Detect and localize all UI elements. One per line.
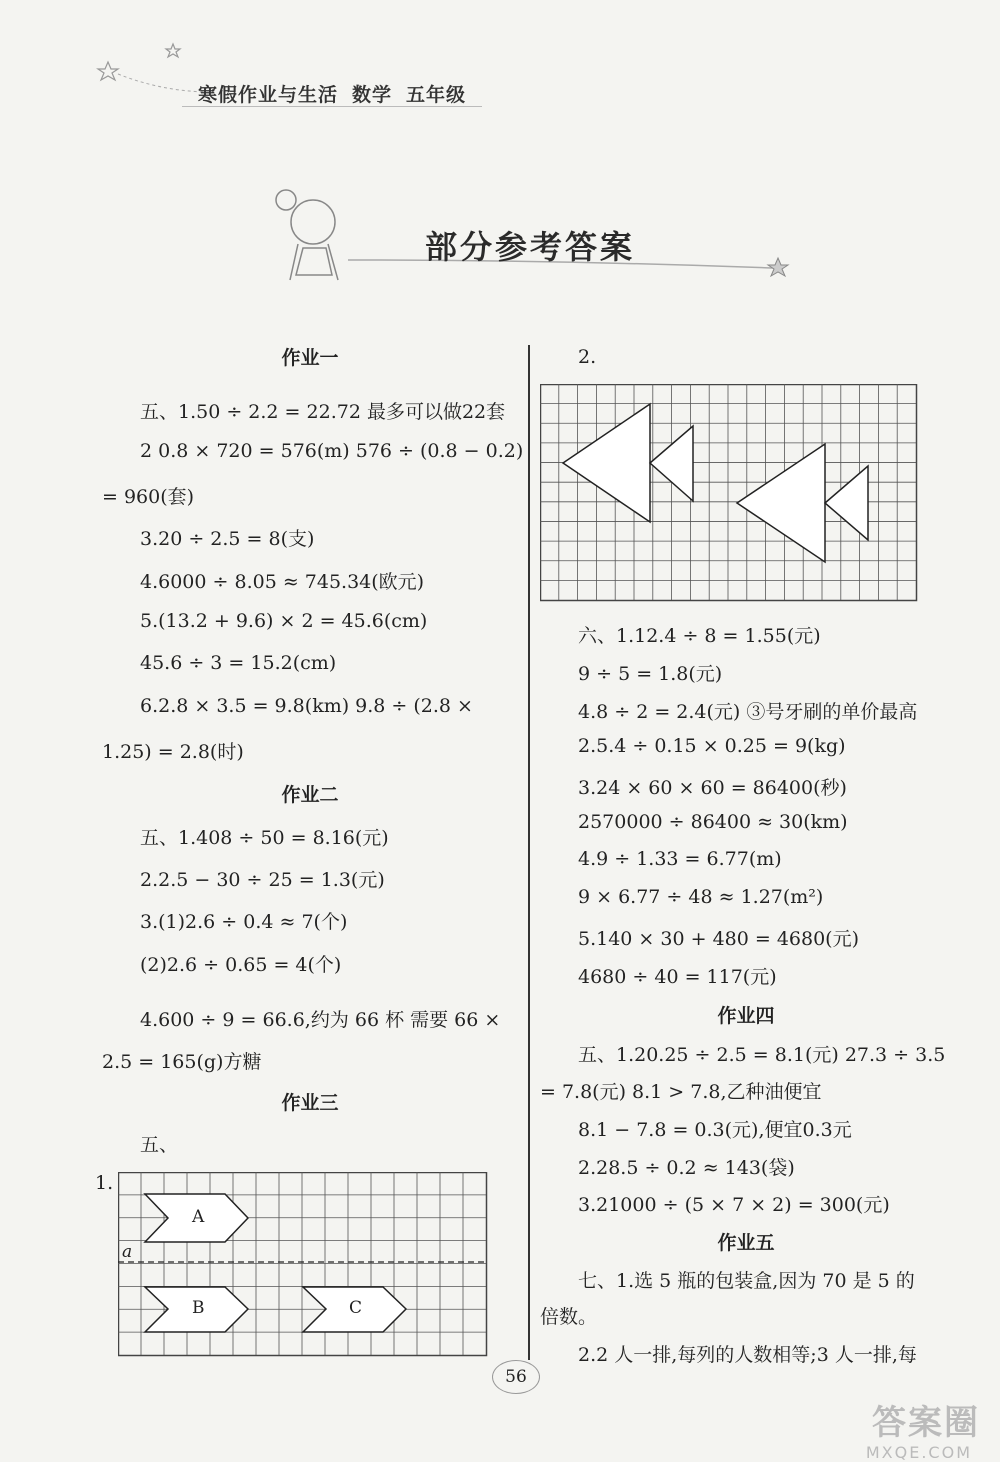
hw4-title: 作业四 bbox=[717, 1005, 775, 1027]
grade-label: 五年级 bbox=[406, 84, 467, 106]
answer-line: 1.25) = 2.8(时) bbox=[102, 741, 244, 763]
section-label: 五、 bbox=[140, 1134, 179, 1156]
watermark-logo: 答案圈 bbox=[872, 1403, 980, 1443]
answer-line: 3.24 × 60 × 60 = 86400(秒) bbox=[578, 777, 847, 799]
hw5-title: 作业五 bbox=[717, 1232, 775, 1254]
column-divider bbox=[528, 345, 530, 1360]
answer-line: 5.(13.2 + 9.6) × 2 = 45.6(cm) bbox=[140, 610, 428, 632]
answer-line: 3.20 ÷ 2.5 = 8(支) bbox=[140, 528, 315, 550]
page-title: 部分参考答案 bbox=[425, 228, 636, 266]
answer-line: (2)2.6 ÷ 0.65 = 4(个) bbox=[140, 954, 342, 976]
shape-label-b: B bbox=[192, 1298, 205, 1318]
answer-line: 8.1 − 7.8 = 0.3(元),便宜0.3元 bbox=[578, 1119, 852, 1141]
book-title: 寒假作业与生活 bbox=[198, 84, 339, 106]
shape-label-a: A bbox=[192, 1207, 205, 1227]
answer-line: = 960(套) bbox=[102, 486, 195, 508]
answer-line: 六、1.12.4 ÷ 8 = 1.55(元) bbox=[578, 625, 821, 647]
hw2-title: 作业二 bbox=[281, 784, 339, 806]
header-title bbox=[198, 80, 480, 107]
answer-line: 4.600 ÷ 9 = 66.6,约为 66 杯 需要 66 × bbox=[140, 1009, 501, 1031]
answer-line: 5.140 × 30 + 480 = 4680(元) bbox=[578, 928, 860, 950]
answer-line: 2.2 人一排,每列的人数相等;3 人一排,每 bbox=[578, 1344, 917, 1366]
answer-line: 4.8 ÷ 2 = 2.4(元) ③号牙刷的单价最高 bbox=[578, 701, 918, 723]
answer-line: 五、1.408 ÷ 50 = 8.16(元) bbox=[140, 827, 389, 849]
answer-line: 2.28.5 ÷ 0.2 ≈ 143(袋) bbox=[578, 1157, 795, 1179]
header-rule bbox=[182, 106, 482, 107]
answer-line: 4.9 ÷ 1.33 = 6.77(m) bbox=[578, 848, 782, 870]
line-label-a: a bbox=[122, 1242, 133, 1262]
hw1-title: 作业一 bbox=[281, 347, 339, 369]
item-number: 1. bbox=[95, 1172, 114, 1194]
answer-line: 4680 ÷ 40 = 117(元) bbox=[578, 966, 777, 988]
shape-label-c: C bbox=[349, 1298, 363, 1318]
hw3-title: 作业三 bbox=[281, 1092, 339, 1114]
answer-line: 9 ÷ 5 = 1.8(元) bbox=[578, 663, 723, 685]
answer-line: 3.(1)2.6 ÷ 0.4 ≈ 7(个) bbox=[140, 911, 348, 933]
answer-line: 2570000 ÷ 86400 ≈ 30(km) bbox=[578, 811, 848, 833]
answer-line: 七、1.选 5 瓶的包装盒,因为 70 是 5 的 bbox=[578, 1270, 915, 1292]
answer-line: 4.6000 ÷ 8.05 ≈ 745.34(欧元) bbox=[140, 571, 425, 593]
answer-line: 45.6 ÷ 3 = 15.2(cm) bbox=[140, 652, 337, 674]
answer-line: 9 × 6.77 ÷ 48 ≈ 1.27(m²) bbox=[578, 886, 824, 908]
subject-label: 数学 bbox=[352, 84, 393, 106]
answer-line: 2 0.8 × 720 = 576(m) 576 ÷ (0.8 − 0.2) bbox=[140, 440, 524, 462]
answer-line: 五、1.20.25 ÷ 2.5 = 8.1(元) 27.3 ÷ 3.5 bbox=[578, 1044, 946, 1066]
answer-line: 2.5.4 ÷ 0.15 × 0.25 = 9(kg) bbox=[578, 735, 846, 757]
answer-line: 6.2.8 × 3.5 = 9.8(km) 9.8 ÷ (2.8 × bbox=[140, 695, 473, 717]
answer-line: 2.5 = 165(g)方糖 bbox=[102, 1051, 262, 1073]
star-decoration-icon bbox=[88, 40, 208, 100]
watermark-url: MXQE.COM bbox=[865, 1443, 972, 1462]
translation-grid-figure bbox=[118, 1172, 488, 1358]
answer-line: 倍数。 bbox=[540, 1306, 598, 1328]
answer-line: 2.2.5 − 30 ÷ 25 = 1.3(元) bbox=[140, 869, 385, 891]
answer-line: 五、1.50 ÷ 2.2 = 22.72 最多可以做22套 bbox=[140, 401, 506, 423]
answer-line: = 7.8(元) 8.1 > 7.8,乙种油便宜 bbox=[540, 1081, 822, 1103]
page-number: 56 bbox=[492, 1360, 540, 1394]
answer-line: 3.21000 ÷ (5 × 7 × 2) = 300(元) bbox=[578, 1194, 890, 1216]
triangle-grid-figure bbox=[540, 384, 918, 602]
item-number: 2. bbox=[578, 346, 597, 368]
